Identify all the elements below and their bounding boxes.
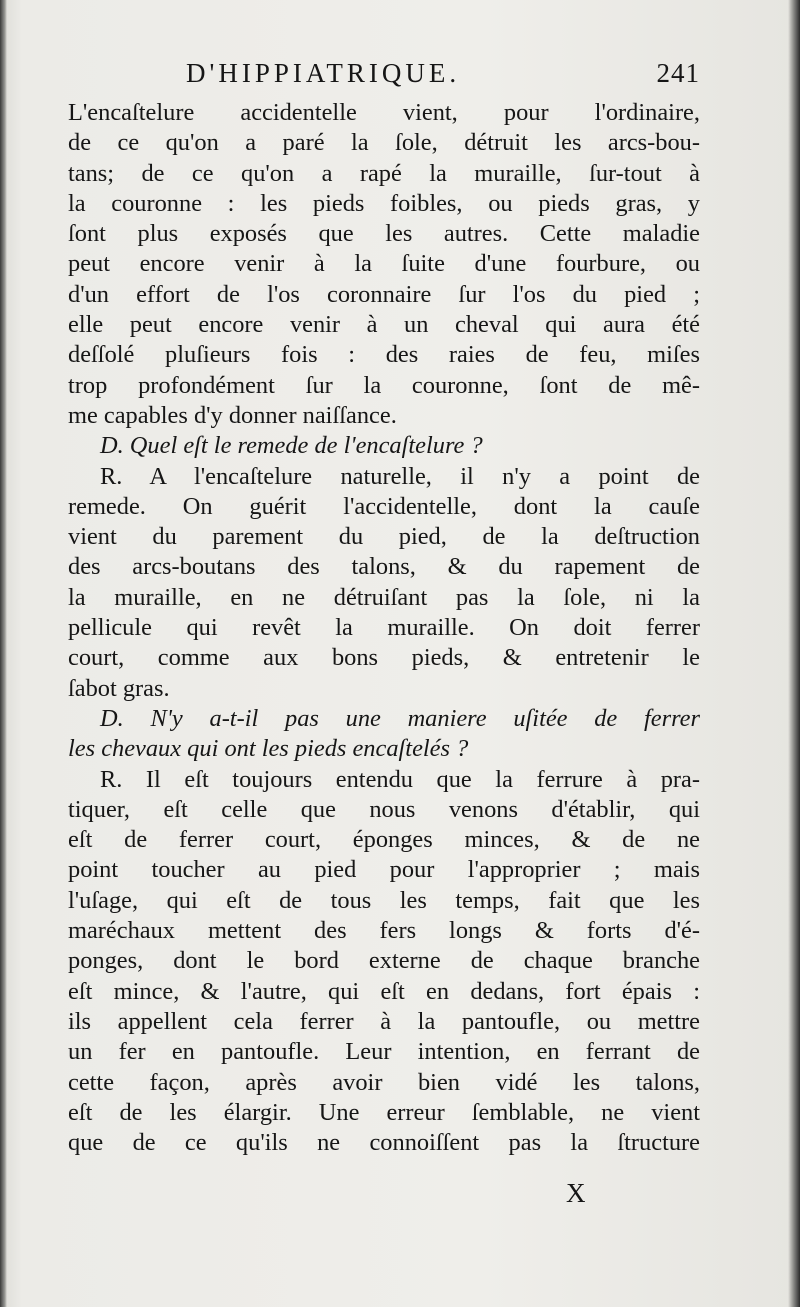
running-head [68, 58, 700, 98]
text-line: que de ce qu'ils ne connoiſſent pas la ſtructure [68, 1129, 700, 1157]
page-left-edge-shadow [0, 0, 7, 1307]
page-number: 241 [656, 58, 700, 88]
text-line: court, comme aux bons pieds, & entretenir le [68, 644, 700, 672]
body-text [68, 98, 700, 1158]
text-line: les chevaux qui ont les pieds encaſtelés ? [68, 735, 469, 763]
text-line: D. Quel eſt le remede de l'encaſtelure ? [100, 432, 483, 460]
text-line: D. N'y a-t-il pas une maniere uſitée de ferrer [100, 704, 700, 732]
text-line: ils appellent cela ferrer à la pantoufle, ou mettre [68, 1007, 700, 1035]
running-head-title: D'HIPPIATRIQUE. [186, 58, 461, 88]
page-right-edge-shadow [788, 0, 800, 1307]
text-line: maréchaux mettent des fers longs & forts d'é- [68, 917, 700, 945]
text-line: ſont plus exposés que les autres. Cette maladie [68, 220, 700, 248]
signature-mark: X [566, 1178, 586, 1208]
text-line: point toucher au pied pour l'approprier ; mais [68, 856, 700, 884]
text-line: tiquer, eſt celle que nous venons d'établir, qui [68, 795, 700, 823]
text-line: un fer en pantoufle. Leur intention, en ferrant de [68, 1038, 700, 1066]
text-line: l'uſage, qui eſt de tous les temps, fait que les [68, 886, 700, 914]
text-line: pellicule qui revêt la muraille. On doit ferrer [68, 614, 700, 642]
text-line: trop profondément ſur la couronne, ſont de mê- [68, 371, 700, 399]
text-line: cette façon, après avoir bien vidé les talons, [68, 1068, 700, 1096]
text-line: ponges, dont le bord externe de chaque branche [68, 947, 700, 975]
text-line: ſabot gras. [68, 674, 170, 702]
text-line: eſt mince, & l'autre, qui eſt en dedans, fort épais : [68, 977, 700, 1005]
text-line: me capables d'y donner naiſſance. [68, 401, 397, 429]
text-line: elle peut encore venir à un cheval qui aura été [68, 311, 700, 339]
text-line: R. A l'encaſtelure naturelle, il n'y a point de [100, 462, 700, 490]
text-line: eſt de les élargir. Une erreur ſemblable, ne vient [68, 1098, 700, 1126]
text-line: peut encore venir à la ſuite d'une fourbure, ou [68, 250, 700, 278]
text-line: de ce qu'on a paré la ſole, détruit les arcs-bou- [68, 129, 700, 157]
text-line: R. Il eſt toujours entendu que la ferrure à pra- [100, 765, 700, 793]
text-line: L'encaſtelure accidentelle vient, pour l'ordinaire, [68, 99, 700, 126]
text-line: d'un effort de l'os coronnaire ſur l'os du pied ; [68, 280, 700, 308]
text-line: deſſolé pluſieurs fois : des raies de feu, miſes [68, 341, 700, 369]
text-line: tans; de ce qu'on a rapé la muraille, ſur-tout à [68, 159, 700, 187]
text-line: des arcs-boutans des talons, & du rapement de [68, 553, 700, 581]
text-line: eſt de ferrer court, éponges minces, & de ne [68, 826, 700, 854]
text-line: remede. On guérit l'accidentelle, dont la cauſe [68, 492, 700, 520]
text-line: vient du parement du pied, de la deſtruction [68, 523, 700, 551]
text-line: la couronne : les pieds foibles, ou pieds gras, y [68, 189, 700, 217]
text-line: la muraille, en ne détruiſant pas la ſole, ni la [68, 583, 700, 611]
